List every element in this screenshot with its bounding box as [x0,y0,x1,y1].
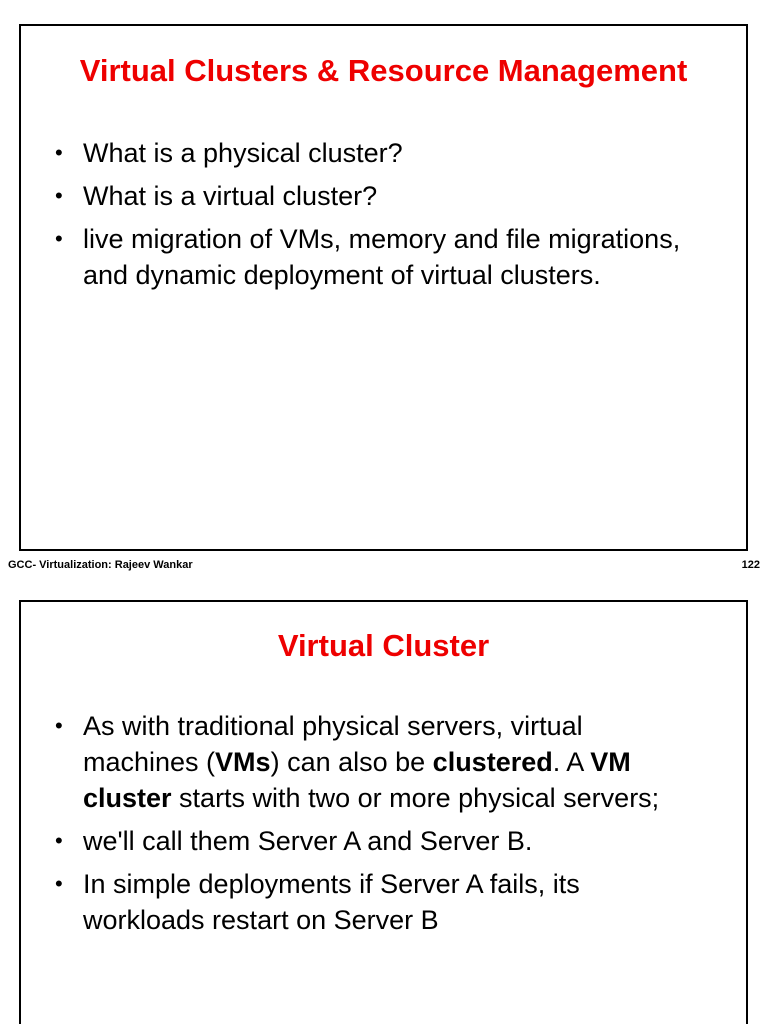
bullet-item [51,823,691,859]
bold-term-vm-cluster: VM cluster [83,747,631,813]
bullet-text: In simple deployments if Server A fails, its workloads restart on Server B [83,869,580,935]
bullet-item [51,866,691,938]
bullet-icon: • [55,828,63,853]
bullet-item [51,135,691,171]
bullet-text: live migration of VMs, memory and file migrations, and dynamic deployment of virtual clusters. [83,224,681,290]
footer-author: GCC- Virtualization: Rajeev Wankar [8,559,193,571]
bullet-item [51,221,691,293]
bullet-item [51,178,691,214]
page-footer [8,559,760,575]
page-number: 122 [741,559,760,571]
bullet-list [51,135,691,300]
bullet-text: What is a virtual cluster? [83,181,378,211]
bullet-list [51,708,691,945]
slide-title: Virtual Cluster [277,628,490,663]
text-run: . A [552,747,591,777]
bullet-text [83,711,659,813]
slide-virtual-cluster [19,600,748,1024]
text-run: As with traditional physical servers, virtual machines ( [83,711,583,777]
bold-term-clustered: clustered [432,747,553,777]
slide-title: Virtual Clusters & Resource Management [79,53,688,88]
text-run: ) can also be [270,747,433,777]
bullet-icon: • [55,713,63,738]
bullet-text: we'll call them Server A and Server B. [83,826,533,856]
bullet-text: What is a physical cluster? [83,138,403,168]
bullet-icon: • [55,871,63,896]
slide-virtual-clusters [19,24,748,551]
bullet-item [51,708,691,816]
bold-term-vms: VMs [215,747,271,777]
bullet-icon: • [55,183,63,208]
text-run: starts with two or more physical servers; [171,783,660,813]
bullet-icon: • [55,226,63,251]
bullet-icon: • [55,140,63,165]
